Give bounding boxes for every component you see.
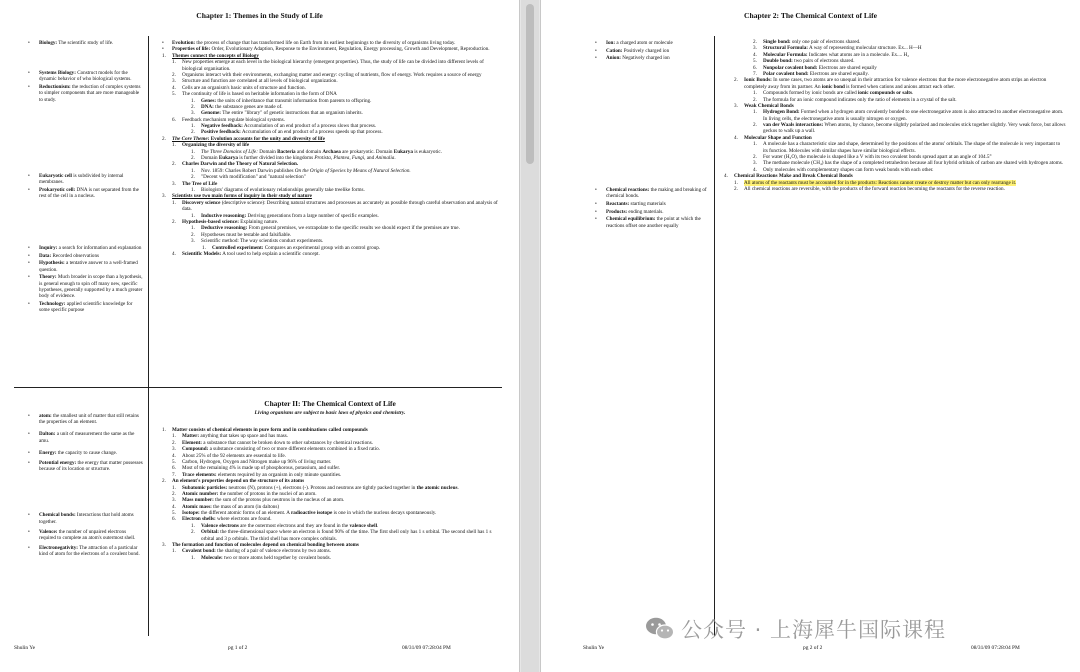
- sidenote-term: Valence:: [39, 528, 58, 535]
- outline-marker: 4.: [172, 250, 176, 257]
- sidenote-text: the capacity to cause change.: [56, 449, 118, 456]
- outline-text: Themes connect the concepts of Biology: [172, 52, 259, 59]
- sidenote-item: [28, 431, 144, 443]
- outline-text: Controlled experiment: Compares an experimental group with an control group.: [212, 244, 381, 251]
- sidenotes-list: [28, 413, 144, 559]
- outline-text: Atomic mass: the mass of an atom (in daltons): [182, 503, 280, 510]
- outline-text: Structural Formula: A way of representing molecular structure. Ex... H—H: [763, 45, 922, 52]
- outline-marker: 3.: [191, 110, 195, 117]
- outline-marker: 1.: [734, 179, 738, 186]
- outline-text: All atoms of the reactants must be accounted for in the products: Reactions cannot create or destroy matter but can only rearrange it.: [744, 179, 1017, 186]
- sidenote-item: [28, 40, 144, 46]
- outline-marker: 1.: [191, 522, 195, 529]
- sidenote-item: [28, 274, 144, 299]
- outline-marker: 3.: [734, 102, 738, 109]
- viewer-gutter: [521, 0, 539, 672]
- outline-text: The formula for an ionic compound indicates only the ratio of elements in a crystal of the salt.: [763, 96, 957, 103]
- outline-text: The continuity of life is based on heritable information in the form of DNA: [182, 91, 337, 98]
- outline-marker: 2.: [172, 218, 176, 225]
- outline-marker: 2.: [191, 231, 195, 238]
- watermark-text: 公众号 · 上海犀牛国际课程: [681, 618, 947, 642]
- outline-marker: 4.: [724, 173, 728, 180]
- outline-marker: 1.: [191, 97, 195, 104]
- sidenote-term: Potential energy:: [39, 460, 77, 467]
- footer-date: 08/31/09 07:28:04 PM: [971, 645, 1020, 651]
- sidenote-term: Products:: [606, 208, 628, 215]
- outline-item: [162, 59, 502, 72]
- sidenote-text: a search for information and explanation: [57, 245, 142, 252]
- outline-marker: 1.: [753, 90, 757, 97]
- outline-text: Hydrogen Bond: Formed when a hydrogen atom covalently bonded to one electronegative atom is also attracted to another electronegative atom. In living cells, the electronegative atom is usually nitrogen or oxygen.: [763, 109, 1064, 122]
- outline-item: [724, 122, 1066, 135]
- outline-text: Hypothesis-based science: Explaining nature.: [182, 218, 279, 225]
- outline-text: Mass number: the sum of the protons plus neutrons in the nucleus of an atom.: [182, 497, 345, 504]
- outline-text: Molecular Formula: Indicates what atoms are in a molecule. Ex.... H₂: [763, 51, 910, 58]
- sidenote-item: [28, 512, 144, 524]
- document-page-1: [0, 0, 520, 672]
- outline-marker: 1.: [753, 109, 757, 116]
- outline-text: Inductive reasoning: Deriving generations from a large number of specific examples.: [201, 212, 379, 219]
- outline-marker: 4.: [753, 166, 757, 173]
- outline-marker: 2.: [172, 161, 176, 168]
- sidenote-text: applied scientific knowledge for some specific purpose: [39, 300, 133, 313]
- outline-marker: 1.: [172, 548, 176, 555]
- chapter-subtitle: Living organisms are subject to basic laws of physics and chemistry.: [254, 410, 406, 416]
- sidenote-term: Ion:: [606, 40, 616, 46]
- outline-marker: 5.: [172, 458, 176, 465]
- outline-marker: 1.: [172, 433, 176, 440]
- outline-marker: 3.: [191, 238, 195, 245]
- outline-text: Nonpolar covalent bond: Electrons are shared equally: [763, 64, 877, 71]
- outline-marker: 2.: [753, 39, 757, 45]
- outline-text: A molecule has a characteristic size and shape, determined by the positions of the atoms' orbitals. The shape of the molecule is very important to its function. Molecules with similar shapes have similar biological effects.: [763, 141, 1061, 154]
- sidenote-term: Biology:: [39, 40, 58, 46]
- sidenote-text: The attraction of a particular kind of atom for the electrons of a covalent bond.: [39, 545, 140, 558]
- sidenote-item: [28, 187, 144, 199]
- outline-marker: 2.: [191, 129, 195, 136]
- section-divider: [14, 387, 502, 388]
- notes-body: [724, 39, 1066, 192]
- document-page-2: [540, 0, 1080, 672]
- outline-text: Valence electrons are the outermost electrons and they are found in the valence shell.: [201, 522, 379, 529]
- sidenote-text: is subdivided by internal membranes.: [39, 172, 124, 185]
- sidenote-item: [28, 450, 144, 456]
- sidenote-item: [28, 70, 144, 82]
- outline-text: Most of the remaining 4% is made up of phosphorous, potassium, and sulfer.: [182, 465, 341, 472]
- outline-text: Biologists' diagrams of evolutionary relationships generally take treelike forms.: [201, 186, 365, 193]
- sidenote-text: Construct models for the dynamic behavior of who biological systems.: [39, 70, 132, 83]
- outline-marker: 4.: [172, 84, 176, 91]
- outline-text: Covalent bond: the sharing of a pair of valence electrons by two atoms.: [182, 548, 331, 555]
- outline-text: Cells are an organism's basic units of structure and function.: [182, 84, 306, 91]
- sidenote-text: DNA is not separated from the rest of the cell in a nucleus.: [39, 186, 139, 199]
- sidenote-text: Interactions that hold atoms together.: [39, 512, 134, 525]
- outline-text: Discovery science (descriptive science): Describing natural structures and processes as accurately as possible through careful observation and analysis of data.: [182, 199, 498, 213]
- outline-text: Isotope: the different atomic forms of an element. A radioactive isotope is one in which the nucleus decays spontaneously.: [182, 510, 437, 517]
- outline-marker: 2.: [191, 155, 195, 162]
- sidenote-term: Hypothesis:: [39, 260, 65, 267]
- outline-marker: 6.: [172, 465, 176, 472]
- sidenote-term: Inquiry:: [39, 245, 58, 252]
- outline-text: van der Waals interactions: When atoms, by chance, become slightly polarized and molecules stick together slightly. Very weak force, but allows geckos to walk up a wall.: [763, 122, 1066, 135]
- sidenote-term: Chemical bonds:: [39, 512, 76, 519]
- outline-text: Negative feedback: Accumulation of an end product of a process slows that process.: [201, 123, 377, 130]
- outline-marker: 1.: [172, 59, 176, 66]
- outline-text: The Three Domains of Life: Domain Bacteria and domain Archaea are prokaryotic. Domain Eukarya is eukaryotic.: [201, 148, 442, 155]
- outline-marker: 2.: [734, 77, 738, 84]
- outline-text: "Decent with modification" and "natural selection": [201, 174, 306, 181]
- outline-text: Scientific Models: A tool used to help explain a scientific concept.: [182, 250, 320, 257]
- sidenote-term: Chemical reactions:: [606, 187, 650, 193]
- sidenote-text: a tentative answer to a well-framed question.: [39, 260, 138, 273]
- outline-text: For water (H₂O), the molecule is shaped like a V with its two covalent bonds spread apart at an angle of 104.5°: [763, 154, 992, 161]
- outline-text: An element's properties depend on the structure of its atoms: [172, 478, 305, 485]
- outline-marker: 1.: [172, 199, 176, 206]
- footer-page-number: pg 2 of 2: [803, 645, 823, 651]
- outline-marker: 1.: [162, 427, 166, 433]
- outline-text: Nov. 1859: Charles Robert Darwin publishes On the Origin of Species by Means of Natural Selection.: [201, 167, 411, 174]
- outline-marker: 1.: [191, 148, 195, 155]
- sidenote-text: ending materials.: [627, 208, 664, 215]
- sidenotes-list: [28, 40, 144, 315]
- outline-text: New properties emerge at each level in the biological hierarchy (emergent properties). Thus, the study of life can be divided into different levels of biological organisation.: [182, 59, 484, 72]
- chapter-heading: [160, 399, 500, 416]
- outline-marker: 1.: [191, 225, 195, 232]
- sidenote-text: the energy that matter possesses because of its location or structure.: [39, 460, 143, 473]
- sidenote-text: Recorded observations: [51, 252, 99, 259]
- outline-text: Chemical Reactions Make and Break Chemical Bonds: [734, 173, 853, 180]
- outline-marker: 1.: [191, 167, 195, 174]
- wechat-icon: [645, 616, 675, 642]
- outline-marker: 2.: [172, 490, 176, 497]
- sidenote-term: Cation:: [606, 47, 623, 54]
- outline-text: Weak Chemical Bonds: [744, 102, 794, 109]
- outline-text: The formation and function of molecules depend on chemical bonding between atoms: [172, 542, 359, 549]
- outline-text: Atomic number: the number of protons in the nuclei of an atom.: [182, 490, 317, 497]
- sidenote-item: [28, 253, 144, 259]
- scrollbar-thumb[interactable]: [526, 4, 534, 164]
- sidenote-text: starting materials: [629, 200, 666, 207]
- sidenote-text: a charged atom or molecule: [615, 40, 673, 46]
- sidenote-term: Chemical equilibrium:: [606, 216, 656, 223]
- outline-text: DNA: the substance genes are made of.: [201, 103, 283, 110]
- outline-marker: 5.: [753, 58, 757, 65]
- sidenote-term: Systems Biology:: [39, 70, 76, 77]
- outline-text: Genes: the units of inheritance that transmit information from parents to offspring.: [201, 97, 372, 104]
- outline-item: [724, 77, 1066, 90]
- sidenote-item: [28, 301, 144, 313]
- sidenote-text: a unit of measurement the same as the amu.: [39, 431, 135, 444]
- outline-marker: 2.: [191, 103, 195, 110]
- outline-text: Properties of life: Order, Evolutionary Adaption, Response to the Environment, Regulation, Energy processing, Growth and Development, Reproduction.: [172, 46, 490, 53]
- outline-marker: 3.: [753, 45, 757, 52]
- outline-text: Carbon, Hydrogen, Oxygen and Nitrogen make up 96% of living matter.: [182, 458, 332, 465]
- sidenote-item: [28, 260, 144, 272]
- sidenotes-list: [595, 40, 711, 63]
- sidenote-item: [595, 201, 711, 207]
- outline-marker: 5.: [172, 91, 176, 98]
- outline-text: Ionic Bonds: In some cases, two atoms are so unequal in their attraction for valence electrons that the more electronegative atom strips an electron completely away from its partner. An ionic bond is formed when cations and anions attract each other.: [744, 77, 1047, 90]
- outline-marker: 2.: [191, 529, 195, 536]
- sidenote-item: [28, 413, 144, 425]
- sidenote-item: [28, 529, 144, 541]
- outline-text: Charles Darwin and the Theory of Natural Selection.: [182, 161, 299, 168]
- sidenote-text: The scientific study of life.: [57, 40, 114, 46]
- sidenote-term: Dalton:: [39, 431, 56, 438]
- footer-page-number: pg 1 of 2: [228, 645, 248, 651]
- sidenote-text: the reduction of complex systems to simpler components that are more manageable to study.: [39, 84, 141, 103]
- outline-marker: 2.: [172, 71, 176, 78]
- outline-marker: •: [162, 40, 164, 46]
- outline-marker: •: [162, 46, 164, 53]
- sidenote-term: Technology:: [39, 300, 66, 307]
- outline-marker: 3.: [172, 180, 176, 187]
- sidenote-text: the making and breaking of chemical bonds.: [606, 187, 707, 200]
- watermark: [645, 614, 946, 644]
- sidenotes-list: [595, 187, 711, 230]
- sidenote-item: [595, 48, 711, 54]
- outline-text: Scientific method: The way scientists conduct experiments.: [201, 238, 324, 245]
- outline-marker: 3.: [172, 78, 176, 85]
- outline-text: Hypotheses must be testable and falsifiable.: [201, 231, 292, 238]
- outline-text: Domain Eukarya is further divided into the kingdoms Protista, Plantea, Fungi, and Animalia.: [201, 155, 396, 162]
- outline-text: Organizing the diversity of life: [182, 142, 250, 149]
- sidenote-item: [28, 245, 144, 251]
- outline-text: Orbital: the three-dimensional space where an electron is found 90% of the time. The first shell only has 1 s orbital. The second shell has 1 s orbital and 3 p orbitals. The third shell has more complex orbitals.: [201, 529, 492, 542]
- column-divider: [714, 36, 715, 636]
- page-title: Chapter 2: The Chemical Context of Life: [743, 11, 878, 20]
- sidenote-term: Prokaryotic cell:: [39, 186, 76, 193]
- outline-marker: 1.: [191, 186, 195, 193]
- sidenote-term: atom:: [39, 413, 52, 419]
- outline-marker: 1.: [202, 244, 206, 251]
- page-title: Chapter 1: Themes in the Study of Life: [196, 11, 323, 20]
- outline-text: The methane molecule (CH₄) has the shape of a completed tetrahedron because all four hybrid orbitals of carbon are shared with hydrogen atoms.: [763, 160, 1063, 167]
- outline-text: Molecular Shape and Function: [744, 134, 812, 141]
- outline-text: Deductive reasoning: From general premises, we extrapolate to the specific results we should expect if the premises are true.: [201, 225, 460, 232]
- outline-marker: 2.: [753, 122, 757, 129]
- outline-text: Element: a substance that cannot be broken down to other substances by chemical reactions.: [182, 439, 374, 446]
- sidenote-term: Eukaryotic cell: [39, 172, 72, 179]
- footer-author: Shulin Ye: [583, 645, 604, 651]
- sidenote-text: the smallest unit of matter that still retains the properties of an element.: [39, 413, 139, 426]
- outline-marker: 6.: [172, 116, 176, 123]
- outline-marker: 3.: [162, 542, 166, 549]
- outline-text: The Core Theme: Evolution accounts for the unity and diversity of life: [172, 135, 325, 142]
- outline-marker: 1.: [172, 142, 176, 149]
- outline-marker: 2.: [734, 185, 738, 192]
- outline-text: Molecule: two or more atoms held together by covalent bonds.: [201, 554, 331, 561]
- sidenote-term: Data:: [39, 252, 52, 259]
- notes-body: [162, 427, 502, 561]
- outline-marker: 3.: [172, 497, 176, 504]
- outline-item: [162, 529, 502, 542]
- outline-marker: 4.: [734, 134, 738, 141]
- outline-marker: 2.: [172, 439, 176, 446]
- outline-marker: 7.: [753, 70, 757, 77]
- outline-marker: 3.: [172, 446, 176, 453]
- sidenote-item: [595, 209, 711, 215]
- outline-item: [162, 251, 502, 257]
- outline-text: Electron shells: where electrons are found.: [182, 516, 272, 523]
- sidenote-item: [595, 187, 711, 199]
- outline-marker: 2.: [162, 478, 166, 485]
- outline-text: Polar covalent bond: Electrons are shared equally.: [763, 70, 869, 77]
- outline-marker: 1.: [172, 484, 176, 491]
- outline-text: Subatomic particles: neutrons (N), protons (+), electrons (-). Protons and neutrons are tightly packed together in the atomic nucleus.: [182, 484, 459, 491]
- sidenote-term: Theory:: [39, 274, 57, 281]
- outline-item: [724, 186, 1066, 192]
- outline-marker: 1.: [191, 123, 195, 130]
- outline-marker: 5.: [172, 510, 176, 517]
- outline-text: Structure and function are correlated at all levels of biological organization.: [182, 78, 338, 85]
- outline-marker: 1.: [191, 212, 195, 219]
- outline-marker: 7.: [172, 471, 176, 478]
- outline-marker: 1.: [753, 141, 757, 148]
- sidenote-term: Electronegativity:: [39, 545, 78, 552]
- outline-text: Compounds formed by ionic bonds are called ionic compounds or salts.: [763, 90, 914, 97]
- outline-text: The Tree of Life: [182, 180, 218, 187]
- sidenote-term: Anion:: [606, 55, 622, 62]
- outline-item: [162, 555, 502, 561]
- chapter-title: Chapter II: The Chemical Context of Life: [264, 399, 396, 408]
- outline-marker: 6.: [753, 64, 757, 71]
- outline-item: [162, 200, 502, 213]
- outline-marker: 2.: [753, 154, 757, 161]
- outline-marker: 2.: [753, 96, 757, 103]
- outline-item: [724, 109, 1066, 122]
- outline-text: About 25% of the 92 elements are essential to life.: [182, 452, 286, 459]
- outline-marker: 4.: [753, 51, 757, 58]
- column-divider: [148, 36, 149, 636]
- sidenote-term: Reactants:: [606, 200, 630, 207]
- outline-text: Scientists use two main forms of inquiry in their study of nature: [172, 193, 312, 200]
- sidenote-item: [595, 216, 711, 228]
- outline-marker: 4.: [172, 503, 176, 510]
- footer-author: Shulin Ye: [14, 645, 35, 651]
- outline-text: Only molecules with complementary shapes can form weak bonds with each other.: [763, 166, 934, 173]
- sidenote-text: Negatively charged ion: [621, 55, 670, 62]
- outline-marker: 2.: [191, 174, 195, 181]
- sidenote-item: [595, 40, 711, 46]
- sidenote-text: the number of unpaired electrons required to complete an atom's outermost shell.: [39, 528, 136, 542]
- outline-text: Trace elements: elements required by an organism in only minute quantities.: [182, 471, 342, 478]
- outline-marker: 3.: [162, 193, 166, 200]
- outline-text: Genome: The entire "library" of genetic instructions that an organism inherits.: [201, 110, 363, 117]
- sidenote-term: Energy:: [39, 449, 57, 456]
- outline-item: [724, 141, 1066, 154]
- outline-marker: 4.: [172, 452, 176, 459]
- sidenote-text: Positively charged ion: [622, 47, 670, 54]
- sidenote-text: the point at which the reactions offset one another equally: [606, 216, 701, 229]
- outline-marker: 1.: [191, 554, 195, 561]
- outline-text: Organisms interact with their environments, exchanging matter and energy: cycling of nutrients, flow of energy. Work requires a source of energy: [182, 71, 482, 78]
- outline-text: Matter: anything that takes up space and has mass.: [182, 433, 289, 440]
- notes-body: [162, 40, 502, 257]
- sidenote-item: [595, 55, 711, 61]
- outline-marker: 2.: [162, 135, 166, 142]
- outline-text: Double bond: two pairs of electrons shared.: [763, 58, 855, 65]
- sidenote-item: [28, 545, 144, 557]
- outline-text: Positive feedback: Accumulation of an end product of a process speeds up that process.: [201, 129, 383, 136]
- sidenote-term: Reductionism:: [39, 84, 71, 91]
- outline-text: All chemical reactions are reversible, with the products of the forward reaction becoming the reactants for the reverse reaction.: [744, 185, 1005, 192]
- sidenote-item: [28, 460, 144, 472]
- outline-marker: 1.: [162, 52, 166, 59]
- outline-text: Matter consists of chemical elements in pure form and in combinations called compounds: [172, 427, 368, 433]
- outline-text: Compound: a substance consisting of two or more different elements combined in a fixed ratio.: [182, 446, 380, 453]
- outline-marker: 6.: [172, 516, 176, 523]
- sidenote-item: [28, 173, 144, 185]
- outline-text: Evolution: the process of change that has transformed life on Earth from its earliest beginnings to the diversity of organisms living today.: [172, 40, 456, 46]
- outline-text: Single bond: only one pair of electrons shared.: [763, 39, 861, 45]
- footer-date: 08/31/09 07:28:04 PM: [402, 645, 451, 651]
- sidenote-item: [28, 84, 144, 103]
- outline-marker: 3.: [753, 160, 757, 167]
- sidenote-text: Much broader in scope than a hypothesis, is general enough to spin off many new, specific hypotheses, generally supported by a much greater body of evidence.: [39, 274, 143, 299]
- outline-text: Feedback mechanism regulate biological systems.: [182, 116, 285, 123]
